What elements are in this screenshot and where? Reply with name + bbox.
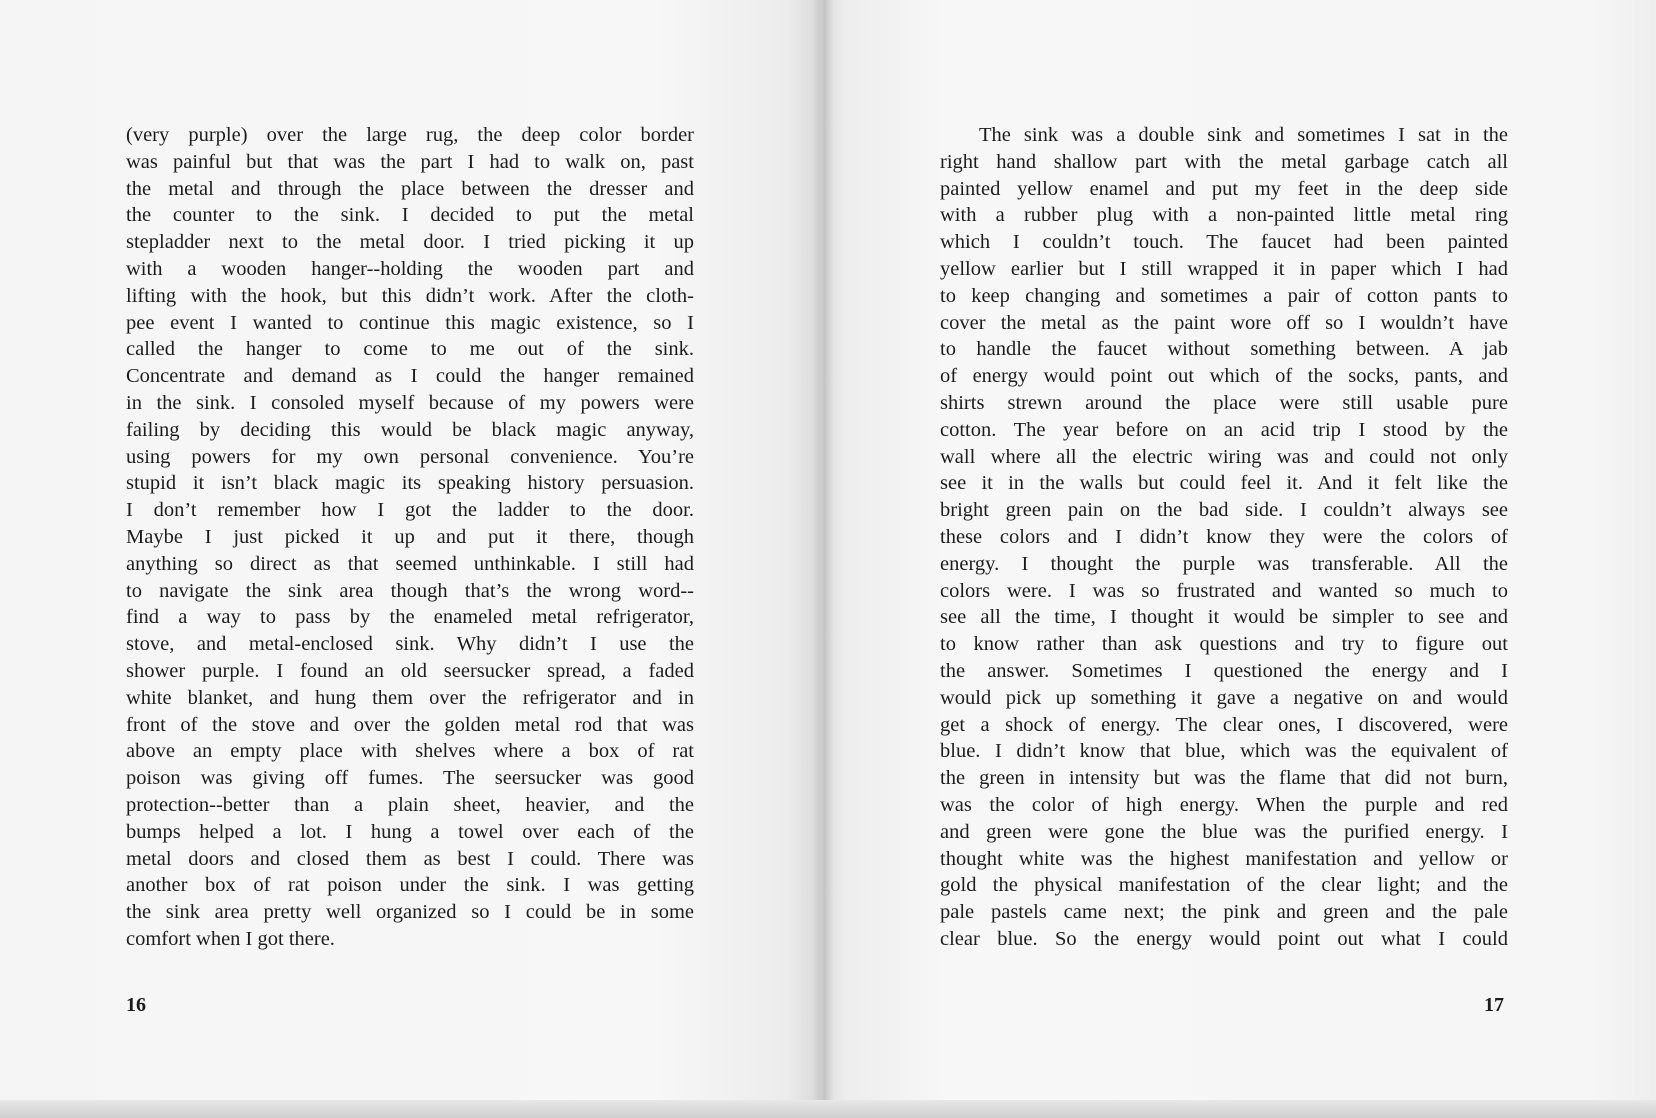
right-page [820,0,1656,1118]
text-line: the green in intensity but was the flame that did not burn, [940,767,1508,790]
text-line: anything so direct as that seemed unthinkable. I still had [126,552,694,575]
text-line: bumps helped a lot. I hung a towel over each of the [126,820,694,843]
text-line: colors were. I was so frustrated and wanted so much to [940,579,1508,602]
text-line: would pick up something it gave a negative on and would [940,686,1508,709]
text-line: painted yellow enamel and put my feet in the deep side [940,177,1508,200]
text-line: white blanket, and hung them over the refrigerator and in [126,686,694,709]
text-line: I don’t remember how I got the ladder to the door. [126,499,694,522]
text-line: which I couldn’t touch. The faucet had been painted [940,231,1508,254]
text-line: yellow earlier but I still wrapped it in paper which I had [940,257,1508,280]
text-line: lifting with the hook, but this didn’t work. After the cloth- [126,284,694,307]
text-line: cover the metal as the paint wore off so I wouldn’t have [940,311,1508,334]
text-line: front of the stove and over the golden metal rod that was [126,713,694,736]
text-line: bright green pain on the bad side. I couldn’t always see [940,499,1508,522]
text-line: in the sink. I consoled myself because of my powers were [126,391,694,414]
text-line: the counter to the sink. I decided to put the metal [126,204,694,227]
right-page-text [940,122,1508,953]
text-line: metal doors and closed them as best I could. There was [126,847,694,870]
text-line: blue. I didn’t know that blue, which was the equivalent of [940,740,1508,763]
page-bottom-edge [0,1100,1656,1118]
text-line: another box of rat poison under the sink. I was getting [126,874,694,897]
text-line: stepladder next to the metal door. I tried picking it up [126,231,694,254]
text-line: with a rubber plug with a non-painted little metal ring [940,204,1508,227]
text-line: Concentrate and demand as I could the hanger remained [126,365,694,388]
text-line: find a way to pass by the enameled metal refrigerator, [126,606,694,629]
text-line: get a shock of energy. The clear ones, I discovered, were [940,713,1508,736]
text-line: comfort when I got there. [126,927,335,950]
text-line: using powers for my own personal convenience. You’re [126,445,694,468]
text-line: was painful but that was the part I had to walk on, past [126,150,694,173]
text-line: pale pastels came next; the pink and green and the pale [940,901,1508,924]
text-line: the answer. Sometimes I questioned the energy and I [940,659,1508,682]
text-line: shirts strewn around the place were still usable pure [940,391,1508,414]
left-page-text [126,122,694,953]
left-page-number: 16 [126,994,146,1016]
text-line: thought white was the highest manifestation and yellow or [940,847,1508,870]
text-line: and green were gone the blue was the purified energy. I [940,820,1508,843]
text-line: gold the physical manifestation of the clear light; and the [940,874,1508,897]
text-line: see it in the walls but could feel it. And it felt like the [940,472,1508,495]
right-page-number: 17 [1484,994,1504,1016]
text-line: to know rather than ask questions and try to figure out [940,633,1508,656]
text-line: stove, and metal-enclosed sink. Why didn’t I use the [126,633,694,656]
text-line: to navigate the sink area though that’s the wrong word-- [126,579,694,602]
text-line: The sink was a double sink and sometimes I sat in the [940,124,1508,146]
text-line: shower purple. I found an old seersucker spread, a faded [126,659,694,682]
gutter-shadow [812,0,834,1118]
text-line: wall where all the electric wiring was and could not only [940,445,1508,468]
text-line: to keep changing and sometimes a pair of cotton pants to [940,284,1508,307]
text-line: see all the time, I thought it would be simpler to see and [940,606,1508,629]
text-line: protection--better than a plain sheet, heavier, and the [126,793,694,816]
text-line: right hand shallow part with the metal garbage catch all [940,150,1508,173]
left-page [0,0,820,1118]
text-line: was the color of high energy. When the purple and red [940,793,1508,816]
text-line: poison was giving off fumes. The seersucker was good [126,767,694,790]
text-line: clear blue. So the energy would point out what I could [940,927,1508,950]
text-line: of energy would point out which of the socks, pants, and [940,365,1508,388]
text-line: above an empty place with shelves where a box of rat [126,740,694,763]
text-line: these colors and I didn’t know they were the colors of [940,525,1508,548]
text-line: to handle the faucet without something between. A jab [940,338,1508,361]
text-line: stupid it isn’t black magic its speaking history persuasion. [126,472,694,495]
text-line: with a wooden hanger--holding the wooden part and [126,257,694,280]
text-line: cotton. The year before on an acid trip I stood by the [940,418,1508,441]
text-line: energy. I thought the purple was transferable. All the [940,552,1508,575]
text-line: pee event I wanted to continue this magic existence, so I [126,311,694,334]
text-line: called the hanger to come to me out of the sink. [126,338,694,361]
text-line: (very purple) over the large rug, the deep color border [126,124,694,146]
text-line: Maybe I just picked it up and put it there, though [126,525,694,548]
text-line: failing by deciding this would be black magic anyway, [126,418,694,441]
text-line: the metal and through the place between the dresser and [126,177,694,200]
text-line: the sink area pretty well organized so I could be in some [126,901,694,924]
